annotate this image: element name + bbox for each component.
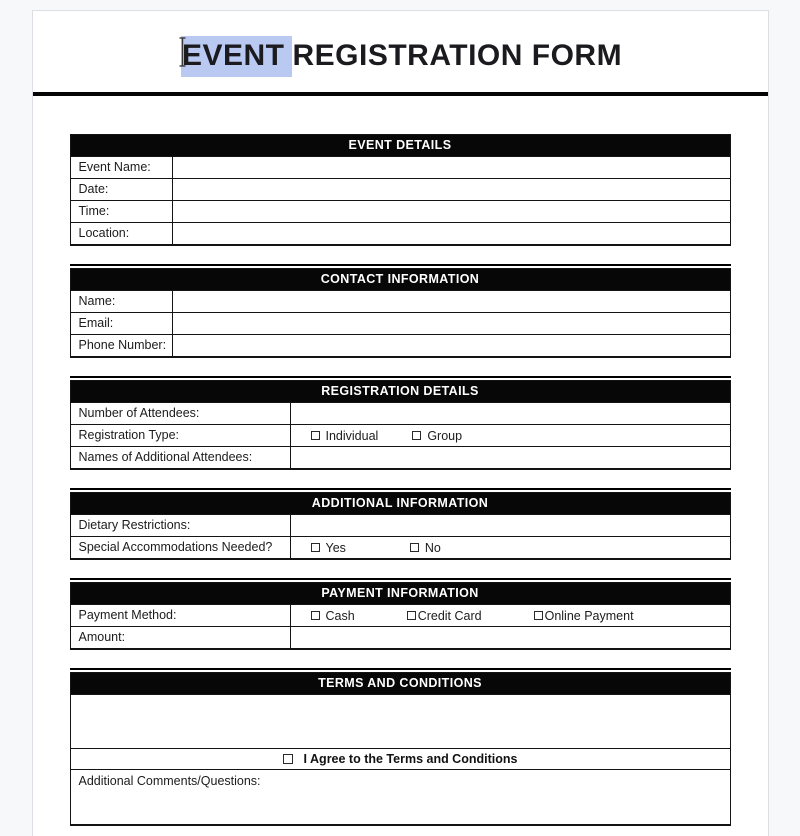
additional-attendees-label: Names of Additional Attendees: <box>71 447 291 468</box>
table-row <box>71 222 730 244</box>
cash-checkbox-icon[interactable] <box>311 611 320 620</box>
title-divider-rule <box>33 92 768 96</box>
yes-checkbox-icon[interactable] <box>311 543 320 552</box>
time-label: Time: <box>71 201 173 222</box>
no-checkbox-icon[interactable] <box>410 543 419 552</box>
additional-information-section <box>70 488 731 560</box>
location-input[interactable] <box>173 223 730 244</box>
additional-attendees-input[interactable] <box>291 447 730 468</box>
name-input[interactable] <box>173 291 730 312</box>
table-row <box>71 604 730 626</box>
contact-information-header: CONTACT INFORMATION <box>71 269 730 290</box>
table-row <box>71 626 730 648</box>
registration-details-header: REGISTRATION DETAILS <box>71 381 730 402</box>
location-label: Location: <box>71 223 173 244</box>
date-input[interactable] <box>173 179 730 200</box>
table-row <box>71 514 730 536</box>
cash-option[interactable] <box>311 609 355 623</box>
amount-input[interactable] <box>291 627 730 648</box>
special-accommodations-label: Special Accommodations Needed? <box>71 537 291 558</box>
document-page <box>32 10 769 836</box>
table-row <box>71 402 730 424</box>
table-row <box>71 536 730 558</box>
individual-option[interactable] <box>311 429 379 443</box>
payment-method-label: Payment Method: <box>71 605 291 626</box>
selected-title-text[interactable]: EVENT <box>181 36 293 77</box>
text-cursor-icon <box>178 35 187 69</box>
agree-checkbox-icon[interactable] <box>283 754 293 764</box>
credit-card-checkbox-icon[interactable] <box>407 611 416 620</box>
email-label: Email: <box>71 313 173 334</box>
payment-information-header: PAYMENT INFORMATION <box>71 583 730 604</box>
group-option-label: Group <box>427 428 463 443</box>
amount-label: Amount: <box>71 627 291 648</box>
document-title-row <box>33 33 768 79</box>
table-row <box>71 446 730 468</box>
number-of-attendees-label: Number of Attendees: <box>71 403 291 424</box>
table-row <box>71 156 730 178</box>
group-option[interactable] <box>412 429 462 443</box>
comments-area[interactable] <box>71 769 730 824</box>
terms-and-conditions-section <box>70 668 731 826</box>
table-row <box>71 178 730 200</box>
terms-and-conditions-header: TERMS AND CONDITIONS <box>71 673 730 694</box>
event-name-label: Event Name: <box>71 157 173 178</box>
table-row <box>71 200 730 222</box>
phone-number-input[interactable] <box>173 335 730 356</box>
form-content <box>33 134 768 826</box>
name-label: Name: <box>71 291 173 312</box>
number-of-attendees-input[interactable] <box>291 403 730 424</box>
cash-option-label: Cash <box>325 608 355 623</box>
registration-type-label: Registration Type: <box>71 425 291 446</box>
title-rest-text[interactable]: REGISTRATION FORM <box>292 39 623 72</box>
event-details-section <box>70 134 731 246</box>
online-payment-option[interactable] <box>534 609 634 623</box>
event-name-input[interactable] <box>173 157 730 178</box>
dietary-restrictions-label: Dietary Restrictions: <box>71 515 291 536</box>
credit-card-option-label: Credit Card <box>417 608 482 623</box>
phone-number-label: Phone Number: <box>71 335 173 356</box>
time-input[interactable] <box>173 201 730 222</box>
email-input[interactable] <box>173 313 730 334</box>
yes-option[interactable] <box>311 541 346 555</box>
group-checkbox-icon[interactable] <box>412 431 421 440</box>
online-payment-option-label: Online Payment <box>544 608 634 623</box>
contact-information-section <box>70 264 731 358</box>
date-label: Date: <box>71 179 173 200</box>
comments-label: Additional Comments/Questions: <box>78 774 261 788</box>
terms-text-area[interactable] <box>71 694 730 748</box>
agree-row <box>71 748 730 769</box>
table-row <box>71 424 730 446</box>
online-payment-checkbox-icon[interactable] <box>534 611 543 620</box>
dietary-restrictions-input[interactable] <box>291 515 730 536</box>
credit-card-option[interactable] <box>407 609 482 623</box>
registration-details-section <box>70 376 731 470</box>
agree-label: I Agree to the Terms and Conditions <box>303 752 518 766</box>
table-row <box>71 312 730 334</box>
yes-option-label: Yes <box>325 540 346 555</box>
additional-information-header: ADDITIONAL INFORMATION <box>71 493 730 514</box>
individual-checkbox-icon[interactable] <box>311 431 320 440</box>
payment-information-section <box>70 578 731 650</box>
event-details-header: EVENT DETAILS <box>71 135 730 156</box>
table-row <box>71 290 730 312</box>
individual-option-label: Individual <box>325 428 379 443</box>
no-option-label: No <box>424 540 441 555</box>
document-title[interactable] <box>178 33 622 79</box>
no-option[interactable] <box>410 541 441 555</box>
table-row <box>71 334 730 356</box>
